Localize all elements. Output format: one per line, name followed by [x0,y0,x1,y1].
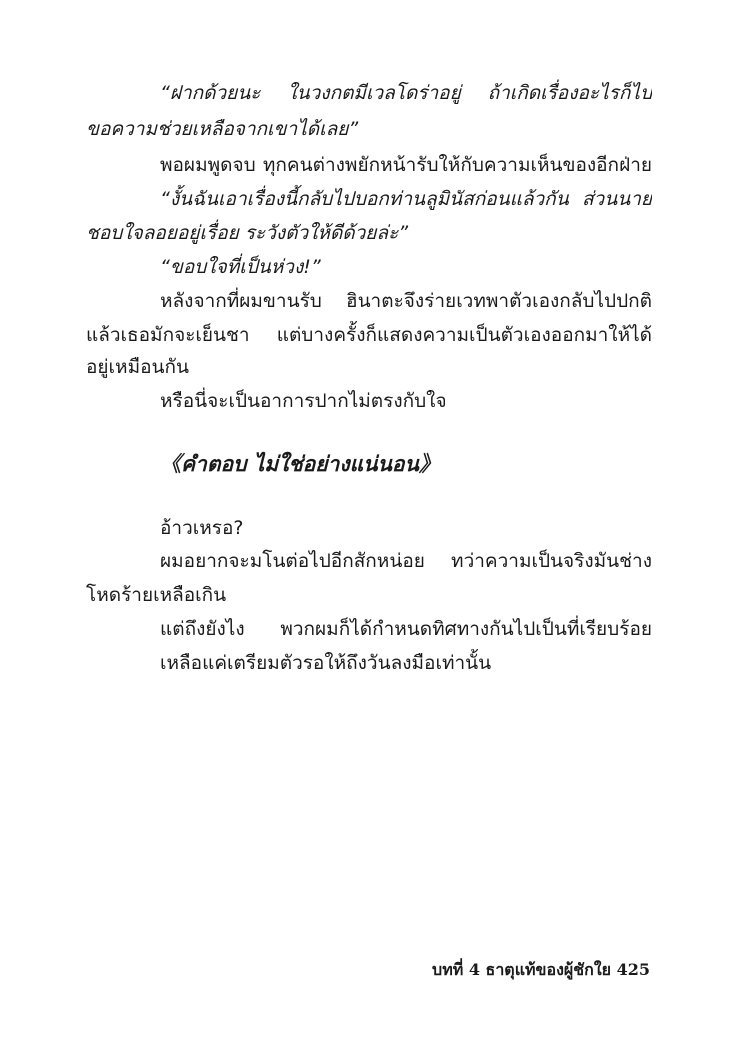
paragraph-line: โหดร้ายเหลือเกิน [86,584,227,606]
dialogue-line: ชอบใจลอยอยู่เรื่อย ระวังตัวให้ดีด้วยล่ะ” [86,222,409,244]
dialogue-line: “งั้นฉันเอาเรื่องนี้กลับไปบอกท่านลูมินัสก่อนแล้วกัน ส่วนนาย [160,188,652,210]
paragraph-line: เหลือแค่เตรียมตัวรอให้ถึงวันลงมือเท่านั้น [160,652,492,674]
dialogue-line: “ฝากด้วยนะ ในวงกตมีเวลโดร่าอยู่ ถ้าเกิดเรื่องอะไรก็ไป [160,82,652,104]
paragraph-line: อยู่เหมือนกัน [86,356,189,378]
section-heading: 《คำตอบ ไม่ใช่อย่างแน่นอน》 [160,451,440,476]
paragraph-line: แต่ถึงยังไง พวกผมก็ได้กำหนดทิศทางกันไปเป็นที่เรียบร้อย [160,618,652,640]
paragraph-line: แล้วเธอมักจะเย็นชา แต่บางครั้งก็แสดงความเป็นตัวเองออกมาให้ได้ [86,324,652,346]
paragraph-line: ผมอยากจะมโนต่อไปอีกสักหน่อย ทว่าความเป็นจริงมันช่าง [160,550,652,572]
paragraph-line: พอผมพูดจบ ทุกคนต่างพยักหน้ารับให้กับความเห็นของอีกฝ่าย [160,154,652,176]
paragraph-line: อ้าวเหรอ? [160,517,244,539]
paragraph-line: หรือนี่จะเป็นอาการปากไม่ตรงกับใจ [160,390,447,412]
dialogue-line: “ขอบใจที่เป็นห่วง!” [160,256,321,278]
dialogue-line: ขอความช่วยเหลือจากเขาได้เลย” [86,118,359,140]
paragraph-line: หลังจากที่ผมขานรับ ฮินาตะจึงร่ายเวทพาตัวเองกลับไปปกติ [160,290,652,312]
page-footer: บทที่ 4 ธาตุแท้ของผู้ชักใย 425 [432,960,650,979]
